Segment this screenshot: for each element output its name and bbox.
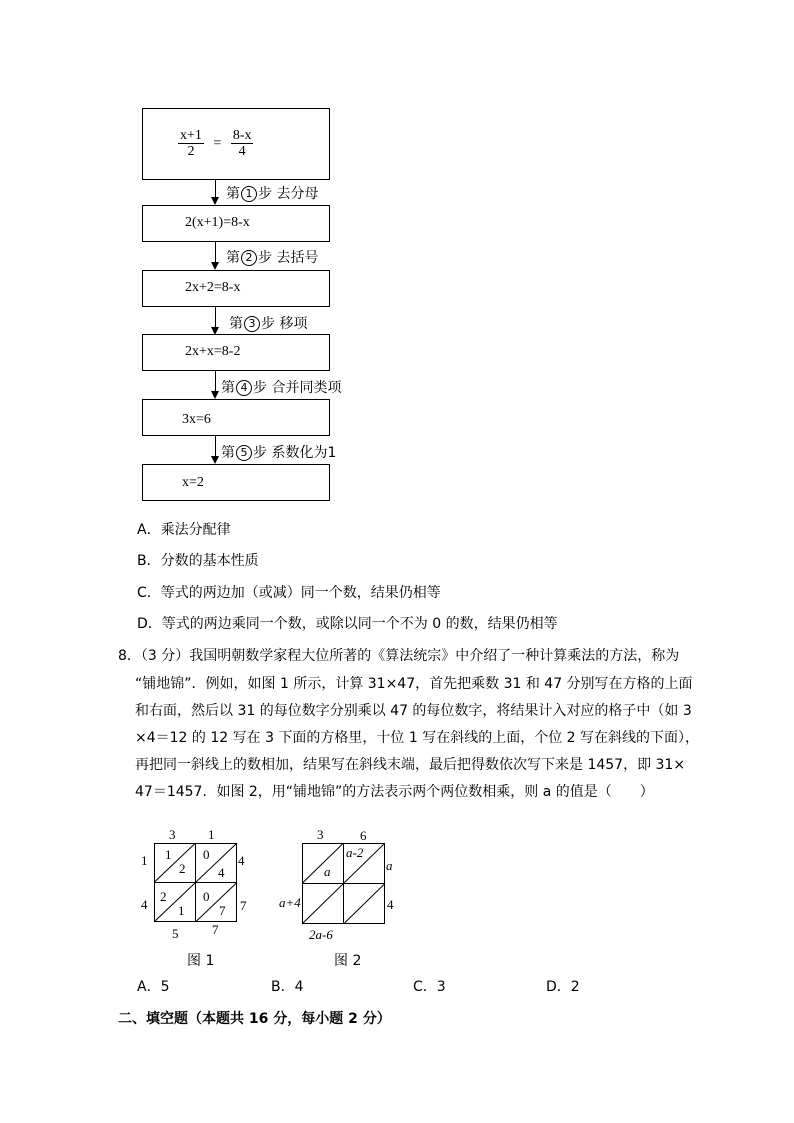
fig1-cell-tr-ten: 0 (203, 847, 210, 862)
flow-box-4 (142, 399, 330, 436)
step-3-circle: 3 (244, 316, 260, 332)
step-4-prefix: 第 (221, 380, 235, 396)
fig1-diagonal-1 (154, 843, 196, 883)
equation-step1: 2(x+1)=8-x (185, 215, 250, 230)
fig2-cell-a-text: a (324, 864, 331, 879)
step-1-text: 步 去分母 (258, 186, 319, 202)
fraction-right-num: 8-x (232, 128, 252, 143)
step-2-label (226, 247, 318, 267)
q8-line-1: 8．（3 分）我国明朝数学家程大位所著的《算法统宗》中介绍了一种计算乘法的方法，称为 (118, 648, 680, 664)
step-1-circle: 1 (241, 186, 257, 202)
fig2-right-1 (386, 858, 393, 874)
step-1-prefix: 第 (226, 186, 240, 202)
fig2-right-2: 4 (387, 897, 394, 912)
fig2-diagonal-1 (302, 843, 344, 884)
q8-option-a: A．5 (137, 979, 170, 995)
arrow-2-line (215, 242, 216, 262)
fraction-right (231, 128, 254, 159)
fig2-top-1: 3 (317, 827, 324, 842)
figure-2-caption: 图 2 (334, 953, 362, 969)
fig2-right-1-text: a (386, 858, 393, 873)
fig2-diagonal-3 (344, 884, 386, 925)
step-3-label (229, 313, 307, 333)
fig1-top-2: 1 (208, 827, 215, 842)
arrow-5-line (215, 436, 216, 456)
fig1-cell-tl-ten: 1 (165, 847, 172, 862)
step-5-label (221, 442, 336, 462)
q8-option-b: B．4 (271, 979, 304, 995)
step-2-circle: 2 (241, 250, 257, 266)
fig1-cell-bl-ten: 2 (160, 889, 167, 904)
fraction-left (178, 128, 204, 159)
fraction-left-den: 2 (187, 144, 195, 159)
q8-line-3: 和右面，然后以 31 的每位数字分别乘以 47 的每位数字，将结果计入对应的格子中（如 3 (135, 703, 692, 719)
step-5-prefix: 第 (221, 445, 235, 461)
section-2-heading: 二、填空题（本题共 16 分，每小题 2 分） (118, 1011, 391, 1027)
arrow-4-line (215, 371, 216, 391)
fig1-diagonal-3 (196, 883, 238, 923)
fig1-top-1: 3 (169, 827, 176, 842)
arrow-4-head (211, 391, 219, 399)
q7-option-c: C．等式的两边加（或减）同一个数，结果仍相等 (137, 585, 441, 601)
arrow-1-head (211, 197, 219, 205)
fig1-cell-tl-unit: 2 (179, 861, 186, 876)
fig2-cell-a (324, 864, 331, 880)
flow-box-5 (142, 464, 330, 501)
q7-option-b: B．分数的基本性质 (137, 553, 259, 569)
fig1-cell-tr-unit: 4 (218, 865, 225, 880)
fig1-bottom-1: 5 (172, 926, 179, 941)
equation-step4: 3x=6 (182, 412, 211, 427)
step-2-text: 步 去括号 (258, 250, 319, 266)
step-4-circle: 4 (236, 380, 252, 396)
equation-original (178, 128, 253, 159)
fig1-right-1: 4 (238, 853, 245, 868)
q8-line-6: 47＝1457．如图 2，用“铺地锦”的方法表示两个两位数相乘，则 a 的值是（ ） (135, 784, 654, 800)
arrow-2-head (211, 262, 219, 270)
fig1-left-2: 4 (141, 897, 148, 912)
q8-line-4: ×4＝12 的 12 写在 3 下面的方格里，十位 1 写在斜线的上面，个位 2 写在斜线的下面）， (135, 730, 700, 746)
fig1-cell-bl-unit: 1 (178, 903, 185, 918)
arrow-3-line (215, 307, 216, 327)
step-4-text: 步 合并同类项 (253, 380, 342, 396)
fig2-bottom (309, 927, 333, 943)
q8-line-2: “铺地锦”．例如，如图 1 所示，计算 31×47，首先把乘数 31 和 47 分别写在方格的上面 (135, 676, 693, 692)
fig1-cell-br-unit: 7 (219, 903, 226, 918)
equation-step3: 2x+x=8-2 (185, 344, 241, 359)
fraction-left-num: x+1 (180, 128, 202, 143)
step-5-circle: 5 (236, 445, 252, 461)
fig2-left (279, 895, 301, 911)
fig2-top-2: 6 (360, 828, 367, 843)
fig2-cell-a-minus-2-text: a-2 (346, 845, 364, 860)
q8-option-c: C．3 (413, 979, 446, 995)
fig1-cell-br-ten: 0 (203, 889, 210, 904)
equation-step2: 2x+2=8-x (185, 280, 241, 295)
step-5-text: 步 系数化为1 (253, 445, 337, 461)
step-3-text: 步 移项 (261, 316, 308, 332)
step-4-label (221, 377, 341, 397)
arrow-5-head (211, 456, 219, 464)
fig1-bottom-2: 7 (212, 922, 219, 937)
fig2-cell-a-minus-2 (346, 845, 363, 861)
fig2-bottom-text: 2a-6 (309, 927, 333, 942)
arrow-1-line (215, 180, 216, 198)
step-2-prefix: 第 (226, 250, 240, 266)
fraction-right-den: 4 (238, 144, 246, 159)
figure-1-caption: 图 1 (187, 953, 215, 969)
fig1-right-2: 7 (240, 898, 247, 913)
step-3-prefix: 第 (229, 316, 243, 332)
equals-sign: = (213, 135, 222, 151)
fig2-left-text: a+4 (279, 895, 301, 910)
step-1-label (226, 183, 318, 203)
q7-option-d: D．等式的两边乘同一个数，或除以同一个不为 0 的数，结果仍相等 (137, 616, 558, 632)
q7-option-a: A．乘法分配律 (137, 522, 231, 538)
fig1-left-1: 1 (141, 853, 148, 868)
q8-line-5: 再把同一斜线上的数相加，结果写在斜线末端，最后把得数依次写下来是 1457，即 31× (135, 757, 686, 773)
q8-option-d: D．2 (546, 979, 580, 995)
equation-step5: x=2 (182, 475, 204, 490)
